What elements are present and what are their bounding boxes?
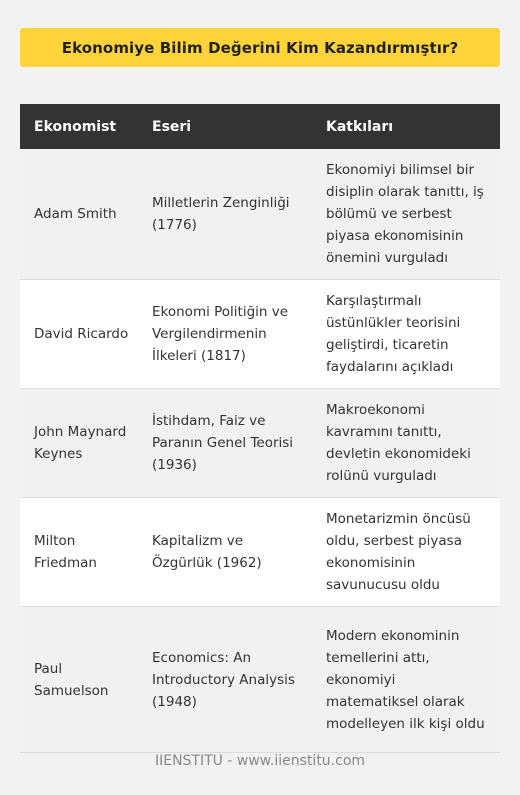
cell-contribution: Makroekonomi kavramını tanıttı, devletin ekonomideki rolünü vurguladı [312, 389, 500, 498]
table-row [20, 280, 500, 389]
cell-economist: Milton Friedman [20, 498, 138, 607]
footer-credit: IIENSTITU - www.iienstitu.com [154, 753, 366, 769]
column-header-economist: Ekonomist [20, 104, 138, 149]
cell-economist: John Maynard Keynes [20, 389, 138, 498]
cell-economist: Paul Samuelson [20, 607, 138, 753]
cell-work: Ekonomi Politiğin ve Vergilendirmenin İlkeleri (1817) [138, 280, 312, 389]
cell-contribution: Monetarizmin öncüsü oldu, serbest piyasa ekonomisinin savunucusu oldu [312, 498, 500, 607]
cell-work: Kapitalizm ve Özgürlük (1962) [138, 498, 312, 607]
table-row [20, 498, 500, 607]
cell-economist: David Ricardo [20, 280, 138, 389]
table-row [20, 389, 500, 498]
column-header-work: Eseri [138, 104, 312, 149]
cell-work: İstihdam, Faiz ve Paranın Genel Teorisi (1936) [138, 389, 312, 498]
page-title: Ekonomiye Bilim Değerini Kim Kazandırmıştır? [61, 38, 459, 57]
table-row [20, 149, 500, 280]
title-banner [20, 28, 500, 67]
table-row [20, 607, 500, 753]
cell-contribution: Karşılaştırmalı üstünlükler teorisini geliştirdi, ticaretin faydalarını açıkladı [312, 280, 500, 389]
table-header-row [20, 104, 500, 149]
cell-contribution: Ekonomiyi bilimsel bir disiplin olarak tanıttı, iş bölümü ve serbest piyasa ekonomisinin önemini vurguladı [312, 149, 500, 280]
cell-contribution: Modern ekonominin temellerini attı, ekonomiyi matematiksel olarak modelleyen ilk kişi oldu [312, 607, 500, 753]
cell-work: Economics: An Introductory Analysis (1948) [138, 607, 312, 753]
cell-economist: Adam Smith [20, 149, 138, 280]
economists-table [20, 104, 500, 753]
column-header-contribution: Katkıları [312, 104, 500, 149]
cell-work: Milletlerin Zenginliği (1776) [138, 149, 312, 280]
